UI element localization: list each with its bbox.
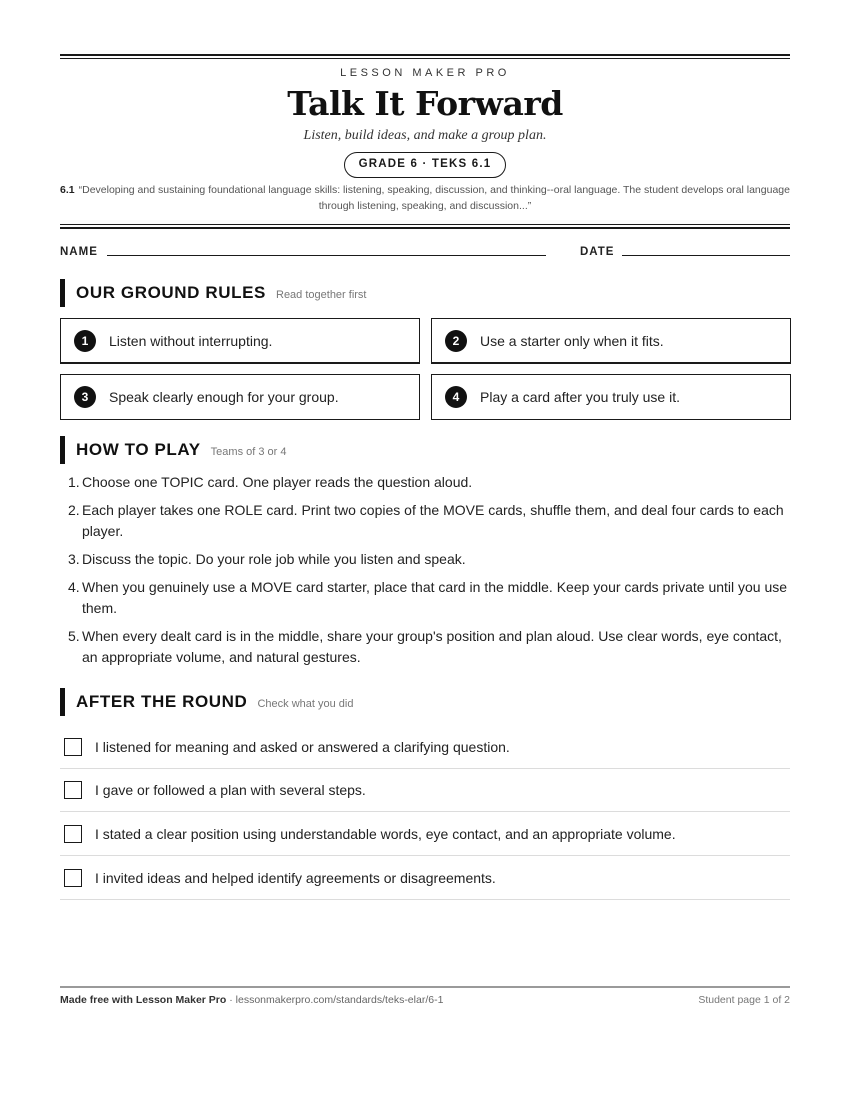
date-label: DATE (580, 246, 615, 258)
footer-url[interactable]: lessonmakerpro.com/standards/teks-elar/6-1 (235, 994, 444, 1006)
section-title: AFTER THE ROUND (76, 692, 248, 711)
checkbox[interactable] (64, 738, 82, 756)
rule-number-badge: 4 (445, 386, 467, 408)
how-to-play-steps (60, 472, 790, 675)
rule-text: Speak clearly enough for your group. (109, 389, 339, 405)
step-number: 3. (68, 551, 80, 567)
ground-rule-card (431, 318, 791, 364)
standard-code: 6.1 (60, 184, 75, 196)
rule-text: Listen without interrupting. (109, 332, 273, 349)
standard-description (60, 182, 790, 214)
how-to-play-heading (60, 436, 287, 464)
step-item (60, 626, 790, 668)
grade-badge-container (60, 152, 790, 178)
brand-name: LESSON MAKER PRO (340, 67, 510, 79)
standard-text: “Developing and sustaining foundational language skills: listening, speaking, discussion, and thinking--oral language. The student develops oral language through listening, speaking, and discussion...” (78, 184, 790, 212)
checkbox[interactable] (64, 869, 82, 887)
checklist-text: I invited ideas and helped identify agreements or disagreements. (95, 869, 496, 886)
rule-text: Play a card after you truly use it. (480, 389, 680, 405)
section-note: Read together first (276, 288, 367, 301)
checklist-item (60, 768, 790, 812)
footer-made-with: Made free with Lesson Maker Pro (60, 994, 227, 1006)
checklist-item (60, 856, 790, 900)
checklist-text: I gave or followed a plan with several steps. (95, 781, 366, 798)
section-note: Check what you did (257, 697, 354, 710)
step-number: 1. (68, 474, 80, 490)
section-marker (60, 279, 65, 307)
footer-separator: · (226, 994, 236, 1006)
ground-rule-card (60, 374, 420, 420)
after-round-heading (60, 688, 353, 716)
rule-number-badge: 2 (445, 330, 467, 352)
worksheet-subtitle: Listen, build ideas, and make a group plan. (303, 128, 547, 143)
section-marker (60, 436, 65, 464)
section-title: HOW TO PLAY (76, 440, 201, 459)
section-marker (60, 688, 65, 716)
step-item (60, 549, 790, 570)
worksheet-page (60, 0, 790, 1100)
rule-number-badge: 1 (74, 330, 96, 352)
step-text: Choose one TOPIC card. One player reads the question aloud. (82, 474, 473, 490)
name-field[interactable] (107, 255, 546, 256)
checkbox[interactable] (64, 781, 82, 799)
worksheet-title: Talk It Forward (287, 84, 563, 123)
rule-text: Use a starter only when it fits. (480, 332, 664, 349)
checklist-item (60, 725, 790, 769)
checklist-text: I stated a clear position using understandable words, eye contact, and an appropriate volume. (95, 825, 676, 842)
footer-credit (60, 994, 443, 1006)
step-number: 5. (68, 628, 80, 644)
footer-rule (60, 986, 790, 988)
step-text: When every dealt card is in the middle, share your group's position and plan aloud. Use clear words, eye contact, an appropriate volume, and natural gestures. (82, 628, 782, 665)
step-text: Discuss the topic. Do your role job while you listen and speak. (82, 551, 466, 567)
page-indicator: Student page 1 of 2 (698, 994, 790, 1006)
header-bottom-double-rule (60, 224, 790, 229)
ground-rules-heading (60, 279, 367, 307)
step-text: Each player takes one ROLE card. Print two copies of the MOVE cards, shuffle them, and deal four cards to each player. (82, 502, 784, 539)
step-number: 2. (68, 502, 80, 518)
section-title: OUR GROUND RULES (76, 283, 266, 302)
name-label: NAME (60, 246, 98, 258)
date-field[interactable] (622, 255, 790, 256)
ground-rule-card (60, 318, 420, 364)
grade-badge: GRADE 6 · TEKS 6.1 (344, 152, 507, 178)
checklist-item (60, 812, 790, 856)
section-note: Teams of 3 or 4 (210, 445, 287, 458)
ground-rule-card (431, 374, 791, 420)
checkbox[interactable] (64, 825, 82, 843)
step-item (60, 500, 790, 542)
rule-number-badge: 3 (74, 386, 96, 408)
top-double-rule (60, 54, 790, 59)
checklist-text: I listened for meaning and asked or answered a clarifying question. (95, 738, 510, 755)
step-item (60, 577, 790, 619)
step-text: When you genuinely use a MOVE card starter, place that card in the middle. Keep your cards private until you use them. (82, 579, 788, 616)
step-item (60, 472, 790, 493)
step-number: 4. (68, 579, 80, 595)
